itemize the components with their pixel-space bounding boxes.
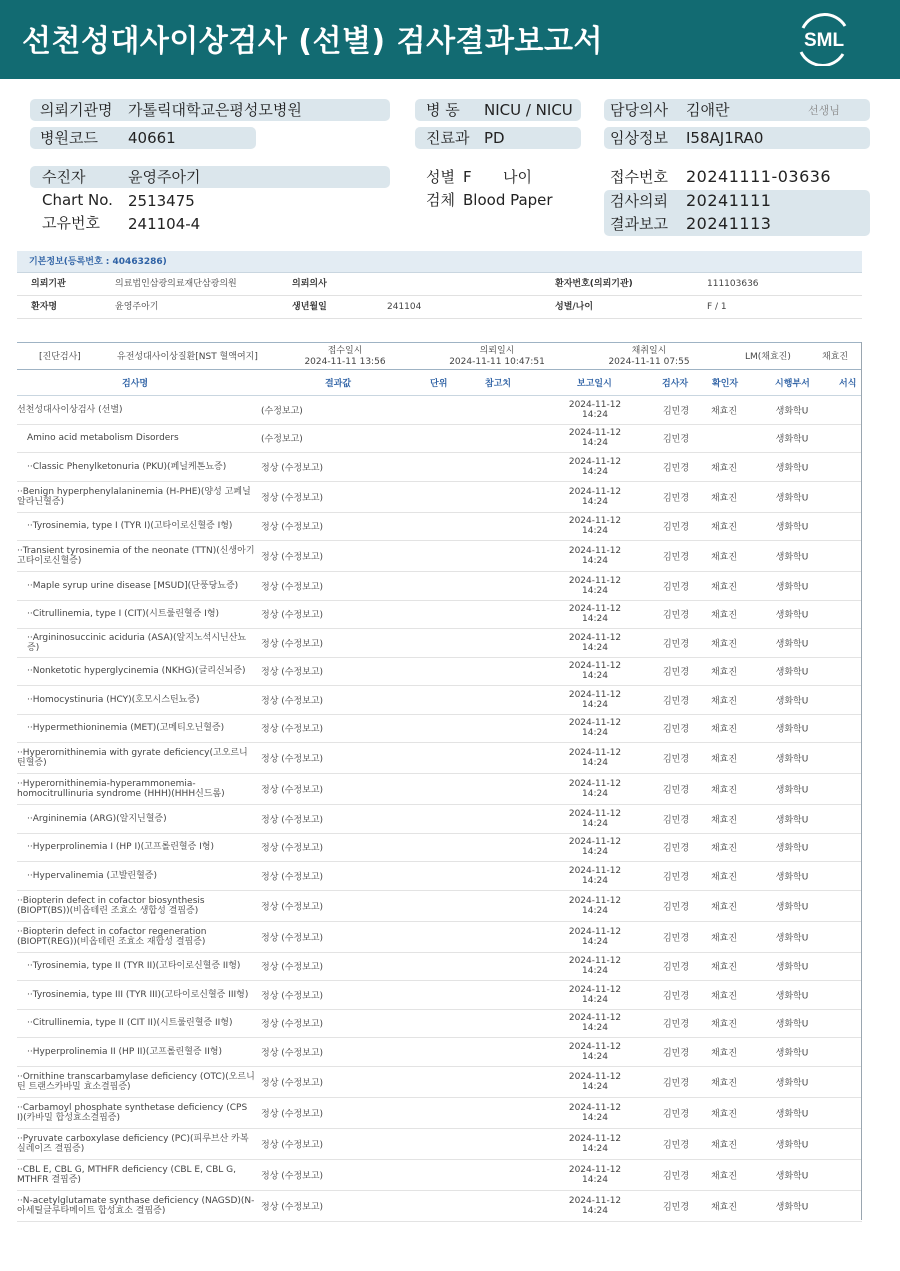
confirmer-name: 채효진 [710, 582, 738, 593]
table-row [17, 453, 862, 482]
table-row [17, 425, 862, 454]
test-result: 정상 (수정보고) [261, 552, 324, 563]
confirmer-name: 채효진 [710, 552, 738, 563]
col-report-time: 보고일시 [577, 379, 612, 389]
confirmer-name: 채효진 [710, 754, 738, 765]
tester-name: 김민경 [662, 843, 690, 854]
tester-name: 김민경 [662, 1202, 690, 1212]
test-result: (수정보고) [261, 434, 303, 445]
dept-name: 생화학U [775, 406, 809, 417]
tester-name: 김민경 [662, 406, 690, 417]
receipt-label: 접수번호 [610, 168, 668, 186]
dept-name: 생화학U [775, 434, 809, 445]
test-name: ··Ornithine transcarbamylase deficiency (OTC)(오르니틴 트랜스카바밀 효소결핍증) [17, 1071, 255, 1092]
exam-req-value: 2024-11-11 10:47:51 [449, 357, 545, 367]
dept-name: 생화학U [775, 1019, 809, 1030]
table-row [17, 1038, 862, 1067]
test-result: 정상 (수정보고) [261, 610, 324, 621]
table-row [17, 541, 862, 572]
tester-name: 김민경 [662, 724, 690, 735]
tester-name: 김민경 [662, 872, 690, 883]
dept-name: 생화학U [775, 815, 809, 826]
clinical-label: 임상정보 [610, 129, 668, 147]
table-row [17, 715, 862, 744]
exam-recv-label: 접수일시 [327, 346, 363, 356]
tester-name: 김민경 [662, 493, 690, 503]
test-name: ··Biopterin defect in cofactor biosynthesis (BIOPT(BS))(비옵테린 조효소 생합성 결핍증) [17, 895, 205, 916]
test-result: 정상 (수정보고) [261, 902, 324, 912]
table-row [17, 743, 862, 774]
test-result: 정상 (수정보고) [261, 493, 324, 503]
chart-label: Chart No. [42, 191, 113, 209]
basic-inst-key: 의뢰기관 [31, 279, 66, 289]
basic-birth-key: 생년월일 [292, 302, 327, 312]
exam-name: 유전성대사이상질환[NST 혈액여지] [117, 352, 258, 362]
test-name: ··N-acetylglutamate synthase deficiency (NAGSD)(N-아세틸글루타메이트 합성효소 결핍증) [17, 1195, 255, 1216]
table-row [17, 805, 862, 834]
test-name: ··Tyrosinemia, type III (TYR III)(고타이로신혈증 III형) [27, 989, 249, 1000]
report-time: 2024-11-12 14:24 [568, 428, 622, 449]
dept-name: 생화학U [775, 754, 809, 765]
basic-doctor-key: 의뢰의사 [292, 279, 327, 289]
col-tester: 검사자 [662, 379, 689, 389]
confirmer-name: 채효진 [710, 724, 738, 735]
confirmer-name: 채효진 [710, 667, 738, 678]
test-result: 정상 (수정보고) [261, 991, 324, 1002]
report-time: 2024-11-12 14:24 [568, 1041, 622, 1062]
report-time: 2024-11-12 14:24 [568, 808, 622, 829]
sml-logo [793, 12, 855, 66]
table-row [17, 953, 862, 982]
col-format: 서식 [839, 379, 857, 389]
basic-sexage-key: 성별/나이 [555, 302, 594, 312]
test-result: 정상 (수정보고) [261, 1109, 324, 1119]
basic-info-row [17, 296, 862, 319]
confirmer-name: 채효진 [710, 785, 738, 796]
tester-name: 김민경 [662, 696, 690, 707]
table-row [17, 891, 862, 922]
tester-name: 김민경 [662, 610, 690, 621]
table-row [17, 1160, 862, 1191]
table-row [17, 572, 862, 601]
tester-name: 김민경 [662, 582, 690, 593]
report-title: 선천성대사이상검사 (선별) 검사결과보고서 [22, 24, 603, 59]
confirmer-name: 채효진 [710, 1109, 738, 1119]
col-ref: 참고치 [485, 379, 512, 389]
test-result: 정상 (수정보고) [261, 754, 324, 765]
specimen-value: Blood Paper [463, 191, 553, 209]
test-name: ··Benign hyperphenylalaninemia (H-PHE)(양성 고페닐알라닌혈증) [17, 486, 251, 507]
test-name: ··Citrullinemia, type I (CIT)(시트룰린혈증 I형) [27, 609, 220, 620]
tester-name: 김민경 [662, 667, 690, 678]
col-unit: 단위 [430, 379, 448, 389]
dept-name: 생화학U [775, 933, 809, 943]
report-time: 2024-11-12 14:24 [568, 1071, 622, 1092]
tester-name: 김민경 [662, 933, 690, 943]
test-name: ··Homocystinuria (HCY)(호모시스틴뇨증) [27, 694, 200, 705]
test-name: ··Hypermethioninemia (MET)(고메티오닌혈증) [27, 723, 225, 734]
report-time: 2024-11-12 14:24 [568, 604, 622, 625]
test-result: (수정보고) [261, 406, 303, 417]
tester-name: 김민경 [662, 1048, 690, 1059]
dept-name: 생화학U [775, 1048, 809, 1059]
test-name: ··Hyperornithinemia with gyrate deficiency(고오르니틴혈증) [17, 748, 248, 768]
request-value: 20241111 [686, 191, 772, 210]
test-name: ··Hyperprolinemia I (HP I)(고프롤린혈증 I형) [27, 842, 215, 853]
dept-name: 생화학U [775, 610, 809, 621]
report-date-label: 결과보고 [610, 215, 668, 233]
table-row [17, 1010, 862, 1039]
dept-value: PD [484, 129, 505, 147]
table-row [17, 629, 862, 658]
table-row [17, 862, 862, 891]
confirmer-name: 채효진 [710, 610, 738, 621]
test-name: Amino acid metabolism Disorders [27, 433, 179, 444]
report-time: 2024-11-12 14:24 [568, 718, 622, 739]
confirmer-name: 채효진 [710, 696, 738, 707]
tester-name: 김민경 [662, 1019, 690, 1030]
test-result: 정상 (수정보고) [261, 785, 324, 796]
exam-req-label: 의뢰일시 [479, 346, 515, 356]
request-label: 검사의뢰 [610, 192, 668, 210]
tester-name: 김민경 [662, 639, 690, 650]
report-time: 2024-11-12 14:24 [568, 779, 622, 799]
tester-name: 김민경 [662, 785, 690, 796]
test-result: 정상 (수정보고) [261, 1078, 324, 1088]
confirmer-name: 채효진 [710, 1078, 738, 1088]
unique-value: 241104-4 [128, 215, 201, 233]
test-name: ··Tyrosinemia, type I (TYR I)(고타이로신혈증 I형) [27, 521, 233, 532]
exam-lm-name: 채효진 [822, 352, 849, 362]
test-result: 정상 (수정보고) [261, 639, 324, 650]
ward-value: NICU / NICU [484, 101, 573, 119]
dept-name: 생화학U [775, 493, 809, 503]
confirmer-name: 채효진 [710, 639, 738, 650]
confirmer-name: 채효진 [710, 1202, 738, 1212]
basic-inst-value: 의료법인삼광의료재단삼광의원 [115, 279, 237, 289]
age-label: 나이 [503, 168, 532, 186]
test-name: ··Hyperornithinemia-hyperammonemia-homocitrullinuria syndrome (HHH)(HHH신드롬) [17, 779, 225, 799]
test-name: ··Nonketotic hyperglycinemia (NKHG)(글리신뇌증) [27, 666, 246, 677]
dept-name: 생화학U [775, 463, 809, 474]
exam-lm: LM(채효진) [745, 352, 791, 362]
report-header [0, 0, 900, 79]
test-result: 정상 (수정보고) [261, 667, 324, 678]
tester-name: 김민경 [662, 434, 690, 445]
patient-value: 윤영주아기 [128, 168, 201, 186]
report-time: 2024-11-12 14:24 [568, 661, 622, 682]
table-row [17, 396, 862, 425]
exam-col-value: 2024-11-11 07:55 [608, 357, 690, 367]
exam-recv-value: 2024-11-11 13:56 [304, 357, 386, 367]
dept-name: 생화학U [775, 667, 809, 678]
patient-label: 수진자 [42, 168, 86, 186]
basic-info-title: 기본정보(등록번호 : 40463286) [17, 251, 862, 273]
result-table-header [17, 372, 862, 396]
test-name: ··CBL E, CBL G, MTHFR deficiency (CBL E, CBL G, MTHFR 결핍증) [17, 1164, 236, 1185]
doctor-note: 선생님 [808, 104, 840, 117]
test-name: 선천성대사이상검사 (선별) [17, 404, 123, 415]
report-time: 2024-11-12 14:24 [568, 456, 622, 477]
report-time: 2024-11-12 14:24 [568, 1133, 622, 1154]
report-time: 2024-11-12 14:24 [568, 895, 622, 916]
dept-name: 생화학U [775, 1171, 809, 1181]
basic-pid-value: 111103636 [707, 279, 759, 289]
dept-name: 생화학U [775, 1140, 809, 1150]
doctor-label: 담당의사 [610, 101, 668, 119]
dept-name: 생화학U [775, 552, 809, 563]
sex-value: F [463, 168, 472, 186]
test-result: 정상 (수정보고) [261, 696, 324, 707]
test-name: ··Classic Phenylketonuria (PKU)(페닐케톤뇨증) [27, 461, 227, 472]
confirmer-name: 채효진 [710, 1171, 738, 1181]
test-result: 정상 (수정보고) [261, 872, 324, 883]
ward-label: 병 동 [426, 101, 460, 119]
table-row [17, 834, 862, 863]
dept-name: 생화학U [775, 785, 809, 796]
report-time: 2024-11-12 14:24 [568, 399, 622, 420]
tester-name: 김민경 [662, 1171, 690, 1181]
test-result: 정상 (수정보고) [261, 815, 324, 826]
table-row [17, 482, 862, 513]
test-name: ··Argininemia (ARG)(알지닌혈증) [27, 813, 167, 824]
test-result: 정상 (수정보고) [261, 1019, 324, 1030]
tester-name: 김민경 [662, 754, 690, 765]
confirmer-name: 채효진 [710, 872, 738, 883]
result-table-body [17, 396, 862, 1222]
table-row [17, 1067, 862, 1098]
test-name: ··Biopterin defect in cofactor regeneration (BIOPT(REG))(비옵테린 조효소 재합성 결핍증) [17, 926, 207, 947]
confirmer-name: 채효진 [710, 962, 738, 973]
test-name: ··Argininosuccinic aciduria (ASA)(알지노석시닌산뇨증) [27, 632, 247, 653]
test-result: 정상 (수정보고) [261, 1171, 324, 1181]
col-name: 검사명 [122, 379, 149, 389]
test-name: ··Pyruvate carboxylase deficiency (PC)(피루브산 카복실레이즈 결핍증) [17, 1133, 249, 1154]
tester-name: 김민경 [662, 522, 690, 533]
tester-name: 김민경 [662, 1078, 690, 1088]
table-row [17, 1129, 862, 1160]
hospital-code-label: 병원코드 [40, 129, 98, 147]
table-row [17, 513, 862, 542]
table-row [17, 1098, 862, 1129]
test-result: 정상 (수정보고) [261, 962, 324, 973]
tester-name: 김민경 [662, 1109, 690, 1119]
dept-name: 생화학U [775, 1202, 809, 1212]
test-result: 정상 (수정보고) [261, 1140, 324, 1150]
table-row [17, 686, 862, 715]
table-row [17, 658, 862, 687]
confirmer-name: 채효진 [710, 1140, 738, 1150]
receipt-value: 20241111-03636 [686, 167, 832, 186]
institution-value: 가톨릭대학교은평성모병원 [128, 101, 302, 119]
test-name: ··Transient tyrosinemia of the neonate (TTN)(신생아기 고타이로신혈증) [17, 546, 255, 566]
exam-col-label: 채취일시 [631, 346, 667, 356]
test-result: 정상 (수정보고) [261, 933, 324, 943]
dept-name: 생화학U [775, 872, 809, 883]
hospital-code-value: 40661 [128, 129, 176, 147]
test-name: ··Hyperprolinemia II (HP II)(고프롤린혈증 II형) [27, 1046, 222, 1057]
report-time: 2024-11-12 14:24 [568, 1195, 622, 1216]
basic-sexage-value: F / 1 [707, 302, 727, 312]
unique-label: 고유번호 [42, 214, 100, 232]
specimen-label: 검체 [426, 191, 455, 209]
report-time: 2024-11-12 14:24 [568, 984, 622, 1005]
tester-name: 김민경 [662, 815, 690, 826]
test-name: ··Hypervalinemia (고발린혈증) [27, 870, 157, 881]
report-date-value: 20241113 [686, 214, 772, 233]
confirmer-name: 채효진 [710, 406, 738, 417]
confirmer-name: 채효진 [710, 902, 738, 912]
clinical-value: I58AJ1RA0 [686, 129, 764, 147]
report-time: 2024-11-12 14:24 [568, 1102, 622, 1123]
dept-name: 생화학U [775, 639, 809, 650]
report-time: 2024-11-12 14:24 [568, 1164, 622, 1185]
col-dept: 시행부서 [775, 379, 810, 389]
test-result: 정상 (수정보고) [261, 724, 324, 735]
test-result: 정상 (수정보고) [261, 522, 324, 533]
test-result: 정상 (수정보고) [261, 1202, 324, 1212]
report-time: 2024-11-12 14:24 [568, 632, 622, 653]
confirmer-name: 채효진 [710, 991, 738, 1002]
report-time: 2024-11-12 14:24 [568, 689, 622, 710]
tester-name: 김민경 [662, 552, 690, 563]
chart-value: 2513475 [128, 192, 195, 210]
confirmer-name: 채효진 [710, 1019, 738, 1030]
report-time: 2024-11-12 14:24 [568, 956, 622, 977]
sex-label: 성별 [426, 168, 455, 186]
tester-name: 김민경 [662, 1140, 690, 1150]
dept-name: 생화학U [775, 962, 809, 973]
test-result: 정상 (수정보고) [261, 582, 324, 593]
basic-info-row [17, 273, 862, 296]
dept-name: 생화학U [775, 1078, 809, 1088]
test-result: 정상 (수정보고) [261, 463, 324, 474]
confirmer-name: 채효진 [710, 815, 738, 826]
report-time: 2024-11-12 14:24 [568, 748, 622, 768]
report-time: 2024-11-12 14:24 [568, 837, 622, 858]
confirmer-name: 채효진 [710, 933, 738, 943]
test-name: ··Tyrosinemia, type II (TYR II)(고타이로신혈증 II형) [27, 961, 241, 972]
dept-name: 생화학U [775, 991, 809, 1002]
confirmer-name: 채효진 [710, 463, 738, 474]
col-confirmer: 확인자 [712, 379, 739, 389]
dept-label: 진료과 [426, 129, 470, 147]
exam-type: [진단검사] [39, 352, 81, 362]
table-right-border [861, 342, 862, 1220]
exam-info-row [17, 342, 862, 370]
basic-name-key: 환자명 [31, 302, 58, 312]
confirmer-name: 채효진 [710, 1048, 738, 1059]
table-row [17, 981, 862, 1010]
test-result: 정상 (수정보고) [261, 843, 324, 854]
dept-name: 생화학U [775, 1109, 809, 1119]
dept-name: 생화학U [775, 724, 809, 735]
table-row [17, 601, 862, 630]
basic-info-panel [17, 251, 862, 319]
test-name: ··Maple syrup urine disease [MSUD](단풍당뇨증) [27, 580, 239, 591]
report-time: 2024-11-12 14:24 [568, 1013, 622, 1034]
test-name: ··Carbamoyl phosphate synthetase deficiency (CPS I)(카바밀 합성효소결핍증) [17, 1102, 248, 1123]
basic-pid-key: 환자번호(의뢰기관) [555, 279, 633, 289]
dept-name: 생화학U [775, 696, 809, 707]
table-row [17, 1191, 862, 1222]
tester-name: 김민경 [662, 902, 690, 912]
confirmer-name: 채효진 [710, 522, 738, 533]
col-result: 결과값 [325, 379, 352, 389]
dept-name: 생화학U [775, 522, 809, 533]
report-time: 2024-11-12 14:24 [568, 516, 622, 537]
test-result: 정상 (수정보고) [261, 1048, 324, 1059]
table-row [17, 922, 862, 953]
report-time: 2024-11-12 14:24 [568, 865, 622, 886]
report-time: 2024-11-12 14:24 [568, 546, 622, 566]
dept-name: 생화학U [775, 582, 809, 593]
test-name: ··Citrullinemia, type II (CIT II)(시트룰린혈증 II형) [27, 1018, 233, 1029]
tester-name: 김민경 [662, 991, 690, 1002]
institution-label: 의뢰기관명 [40, 101, 113, 119]
sml-logo-text: SML [803, 30, 845, 51]
basic-birth-value: 241104 [387, 302, 422, 312]
basic-name-value: 윤영주아기 [115, 302, 159, 312]
report-time: 2024-11-12 14:24 [568, 926, 622, 947]
tester-name: 김민경 [662, 962, 690, 973]
table-row [17, 774, 862, 805]
doctor-value: 김애란 [686, 101, 730, 119]
dept-name: 생화학U [775, 902, 809, 912]
confirmer-name: 채효진 [710, 493, 738, 503]
confirmer-name: 채효진 [710, 843, 738, 854]
dept-name: 생화학U [775, 843, 809, 854]
report-time: 2024-11-12 14:24 [568, 575, 622, 596]
report-time: 2024-11-12 14:24 [568, 486, 622, 507]
tester-name: 김민경 [662, 463, 690, 474]
